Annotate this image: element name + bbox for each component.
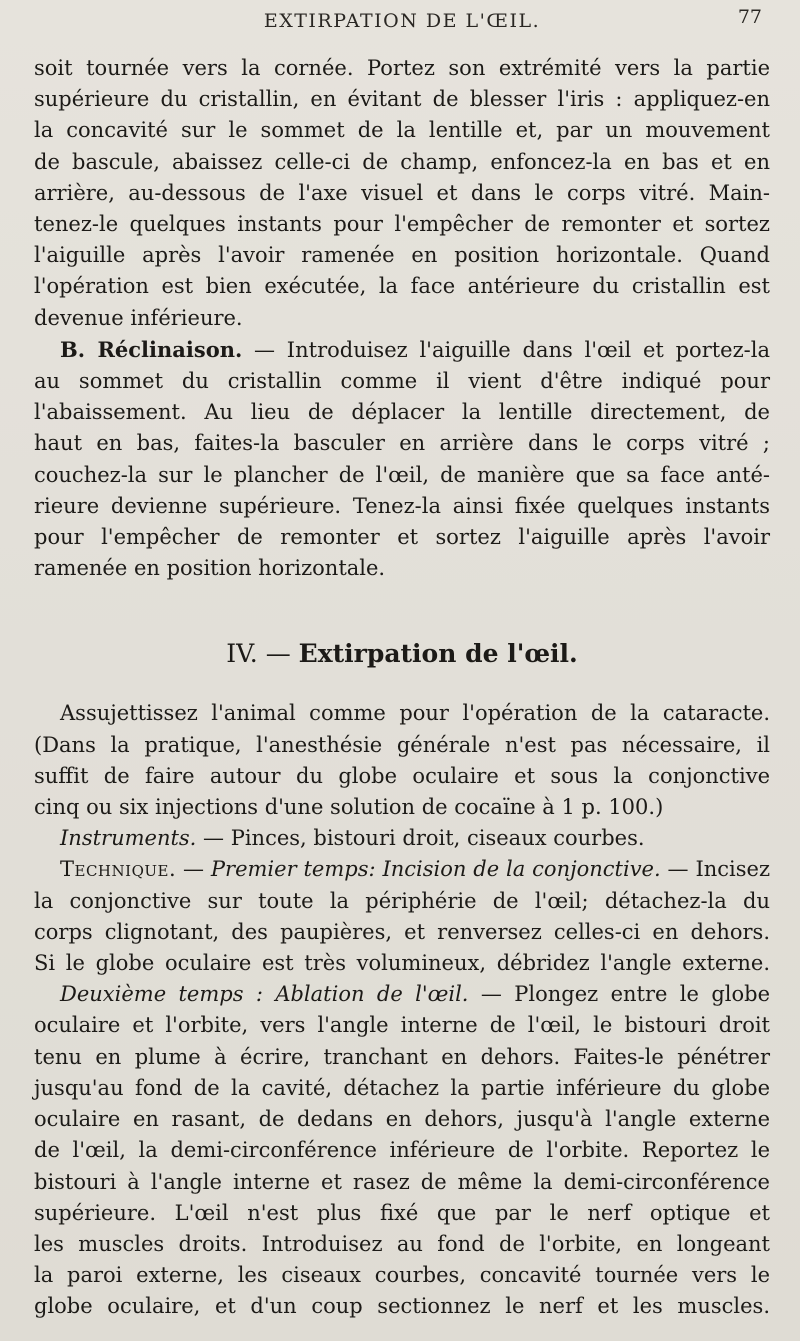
text-line: jusqu'au fond de la cavité, détachez la partie inférieure du globe xyxy=(34,1075,770,1100)
section-title: Extirpation de l'œil. xyxy=(298,639,578,669)
text-line xyxy=(34,334,770,366)
text-line: (Dans la pratique, l'anesthésie générale n'est pas nécessaire, il xyxy=(34,732,770,757)
text-line: oculaire et l'orbite, vers l'angle interne de l'œil, le bistouri droit xyxy=(34,1013,770,1038)
text-line: au sommet du cristallin comme il vient d'être indiqué pour xyxy=(34,369,770,394)
text-line: devenue inférieure. xyxy=(34,305,243,330)
text-line: haut en bas, faites-la basculer en arrière dans le corps vitré ; xyxy=(34,431,770,456)
text-line: la concavité sur le sommet de la lentille et, par un mouvement xyxy=(34,118,770,143)
text-line: globe oculaire, et d'un coup sectionnez le nerf et les muscles. xyxy=(34,1294,770,1319)
text-line: de l'œil, la demi-circonférence inférieure de l'orbite. Reportez le xyxy=(34,1138,770,1163)
text-line: tenu en plume à écrire, tranchant en dehors. Faites-le pénétrer xyxy=(34,1044,770,1069)
technique-paragraph xyxy=(34,854,770,979)
text-line: supérieure. L'œil n'est plus fixé que par le nerf optique et xyxy=(34,1200,770,1225)
text-line: rieure devienne supérieure. Tenez-la ainsi fixée quelques instants xyxy=(34,493,770,518)
text-line: soit tournée vers la cornée. Portez son extrémité vers la partie xyxy=(34,56,770,80)
text-line: supérieure du cristallin, en évitant de blesser l'iris : appliquez-en xyxy=(34,87,770,112)
instruments-text: — Pinces, bistouri droit, ciseaux courbes. xyxy=(196,826,645,851)
text-line: bistouri à l'angle interne et rasez de même la demi-circonférence xyxy=(34,1169,770,1194)
reclinaison-paragraph xyxy=(34,334,770,585)
second-step-paragraph xyxy=(34,979,770,1322)
text-line xyxy=(34,823,770,854)
running-title: EXTIRPATION DE L'ŒIL. xyxy=(263,10,541,32)
instruments-paragraph xyxy=(34,823,770,854)
running-header xyxy=(34,0,770,50)
first-step-label: Premier temps: Incision de la conjonctive. xyxy=(210,857,661,882)
reclinaison-label: B. Réclinaison. xyxy=(60,336,243,362)
text-line: l'opération est bien exécutée, la face antérieure du cristallin est xyxy=(34,274,770,299)
text-line: pour l'empêcher de remonter et sortez l'aiguille après l'avoir xyxy=(34,525,770,550)
section-heading xyxy=(34,634,770,674)
text-line: corps clignotant, des paupières, et renversez celles-ci en dehors. xyxy=(34,919,770,944)
text-line xyxy=(34,854,770,885)
text-line: Si le globe oculaire est très volumineux, débridez l'angle externe. xyxy=(34,951,770,976)
text-line: la paroi externe, les ciseaux courbes, concavité tournée vers le xyxy=(34,1263,770,1288)
text-line: l'aiguille après l'avoir ramenée en position horizontale. Quand xyxy=(34,243,770,268)
text-line: l'abaissement. Au lieu de déplacer la lentille directement, de xyxy=(34,400,770,425)
technique-label: Technique. xyxy=(60,857,177,882)
text-line: arrière, au-dessous de l'axe visuel et dans le corps vitré. Main- xyxy=(34,180,770,205)
text-line: les muscles droits. Introduisez au fond de l'orbite, en longeant xyxy=(34,1231,770,1256)
second-step-label: Deuxième temps : Ablation de l'œil. xyxy=(60,982,469,1007)
page-number: 77 xyxy=(737,6,762,28)
text-line: couchez-la sur le plancher de l'œil, de manière que sa face anté- xyxy=(34,462,770,487)
intro-paragraph xyxy=(34,698,770,823)
text-line: oculaire en rasant, de dedans en dehors, jusqu'à l'angle externe xyxy=(34,1107,770,1132)
continuation-paragraph xyxy=(34,53,770,334)
text-line: de bascule, abaissez celle-ci de champ, enfoncez-la en bas et en xyxy=(34,149,770,174)
text-line: tenez-le quelques instants pour l'empêcher de remonter et sortez xyxy=(34,212,770,237)
text-line: la conjonctive sur toute la périphérie de l'œil; détachez-la du xyxy=(34,888,770,913)
instruments-label: Instruments. xyxy=(60,826,197,851)
technique-first-line: — Incisez xyxy=(660,857,771,882)
second-step-first-line: — Plongez entre le globe xyxy=(468,982,770,1007)
section-numeral: IV. — xyxy=(226,639,299,669)
technique-dash: — xyxy=(176,857,211,882)
text-line xyxy=(34,979,770,1010)
reclinaison-first-line: — Introduisez l'aiguille dans l'œil et portez-la xyxy=(242,337,770,362)
text-line: suffit de faire autour du globe oculaire et sous la conjonctive xyxy=(34,763,770,788)
text-line: ramenée en position horizontale. xyxy=(34,556,386,581)
text-line: cinq ou six injections d'une solution de cocaïne à 1 p. 100.) xyxy=(34,795,664,820)
text-line: Assujettissez l'animal comme pour l'opération de la cataracte. xyxy=(60,701,770,726)
